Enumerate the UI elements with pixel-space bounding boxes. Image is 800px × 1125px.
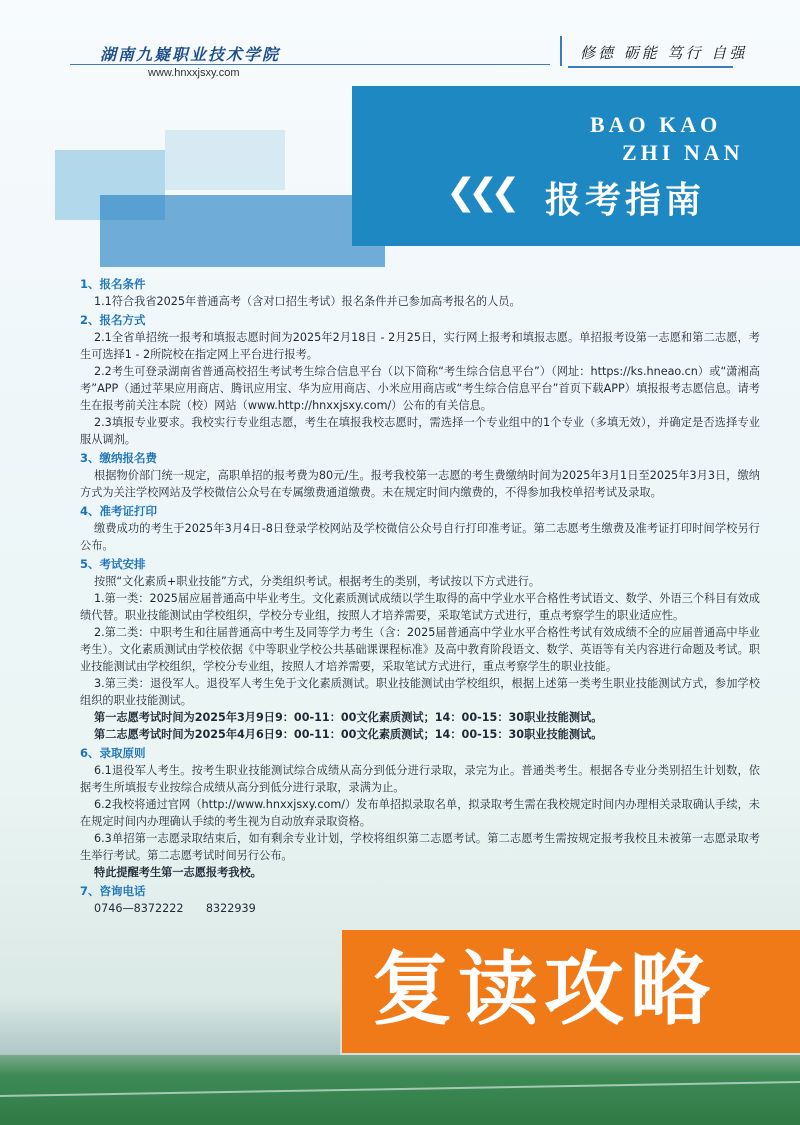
chevrons-icon: ❮❮❮ bbox=[446, 172, 513, 213]
paragraph: 2.第二类：中职考生和往届普通高中考生及同等学力考生（含：2025届普通高中学业水平合格性考试有效成绩不全的应届普通高中毕业考生）。文化素质测试由学校依据《中等职业学校公共基础课课程标准》及高中教育阶段语文、数学、英语等有关内容进行命题及考试。职业技能测试由学校组织，学校分专业组，按照人才培养需要，采取笔试方式进行，重点考察学生的职业技能。 bbox=[80, 626, 760, 673]
guide-content bbox=[80, 274, 760, 917]
page-title: 报考指南 bbox=[545, 180, 706, 221]
section-contact bbox=[80, 883, 760, 917]
section-exam bbox=[80, 556, 760, 743]
overlay-label: 复读攻略 bbox=[372, 943, 716, 1036]
section-title: 2、报名方式 bbox=[80, 313, 146, 327]
section-admission bbox=[80, 745, 760, 881]
paragraph: 1.第一类：2025届应届普通高中毕业考生。文化素质测试成绩以学生取得的高中学业水平合格性考试语文、数学、外语三个科目有效成绩代替。职业技能测试由学校组织，学校分专业组，按照人才培养需要，采取笔试方式进行，重点考察学生的职业适应性。 bbox=[80, 592, 760, 622]
header-school-name: 湖南九嶷职业技术学院 bbox=[100, 45, 281, 64]
section-title: 5、考试安排 bbox=[80, 557, 146, 571]
section-title: 6、录取原则 bbox=[80, 746, 146, 760]
header-url[interactable]: www.hnxxjsxy.com bbox=[148, 67, 240, 79]
exam-time-second: 第二志愿考试时间为2025年4月6日9：00-11：00文化素质测试；14：00-15：30职业技能测试。 bbox=[94, 728, 603, 741]
section-title: 3、缴纳报名费 bbox=[80, 451, 158, 465]
paragraph: 2.2考生可登录湖南省普通高校招生考试考生综合信息平台（以下简称“考生综合信息平台”）（网址：https://ks.hneao.cn）或“潇湘高考”APP（通过苹果应用商店、腾讯应用宝、华为应用商店、小米应用商店或“考生综合信息平台”首页下载APP）填报报考志愿信息。请考生在报考前关注本院（校）网站（www.http://hnxxjsxy.com/）公布的有关信息。 bbox=[80, 365, 760, 412]
paragraph: 缴费成功的考生于2025年3月4日-8日登录学校网站及学校微信公众号自行打印准考证。第二志愿考生缴费及准考证打印时间学校另行公布。 bbox=[80, 522, 760, 552]
repeat-study-banner[interactable] bbox=[342, 930, 800, 1053]
header-rule bbox=[70, 64, 550, 65]
paragraph: 3.第三类：退役军人。退役军人考生免于文化素质测试。职业技能测试由学校组织，根据上述第一类考生职业技能测试方式，参加学校组织的职业技能测试。 bbox=[80, 677, 760, 707]
header-motto: 修德 砺能 笃行 自强 bbox=[580, 44, 748, 62]
paragraph: 6.1退役军人考生。按考生职业技能测试综合成绩从高分到低分进行录取，录完为止。普通类考生。根据各专业分类别招生计划数，依据考生所填报专业按综合成绩从高分到低分进行录取，录满为止。 bbox=[80, 764, 760, 794]
banner-pinyin-2: ZHI NAN bbox=[622, 140, 744, 165]
reminder: 特此提醒考生第一志愿报考我校。 bbox=[94, 866, 262, 879]
background-trees bbox=[0, 1000, 340, 1055]
paragraph: 根据物价部门统一规定，高职单招的报考费为80元/生。报考我校第一志愿的考生费缴纳时间为2025年3月1日至2025年3月3日，缴纳方式为关注学校网站及学校微信公众号在专属缴费通道缴费。未在规定时间内缴费的，不得参加我校单招考试及录取。 bbox=[80, 469, 760, 499]
paragraph: 6.3单招第一志愿录取结束后，如有剩余专业计划，学校将组织第二志愿考试。第二志愿考生需按规定报考我校且未被第一志愿录取考生举行考试。第二志愿考试时间另行公布。 bbox=[80, 832, 760, 862]
decor-block bbox=[165, 130, 285, 190]
phone-numbers: 0746—8372222 8322939 bbox=[94, 902, 256, 915]
section-method bbox=[80, 312, 760, 448]
header-rule-right bbox=[568, 66, 733, 68]
header-separator bbox=[560, 36, 562, 66]
section-title: 4、准考证打印 bbox=[80, 504, 158, 518]
exam-time-first: 第一志愿考试时间为2025年3月9日9：00-11：00文化素质测试；14：00-15：30职业技能测试。 bbox=[94, 711, 603, 724]
decor-block bbox=[100, 195, 385, 267]
paragraph: 6.2我校将通过官网（http://www.hnxxjsxy.com/）发布单招拟录取名单，拟录取考生需在我校规定时间内办理相关录取确认手续，未在规定时间内办理确认手续的考生视为自动放弃录取资格。 bbox=[80, 798, 760, 828]
background-field bbox=[0, 1055, 800, 1125]
paragraph: 按照“文化素质+职业技能”方式，分类组织考试。根据考生的类别，考试按以下方式进行。 bbox=[94, 575, 541, 588]
banner-pinyin-1: BAO KAO bbox=[590, 112, 722, 137]
section-conditions bbox=[80, 276, 760, 310]
section-admission-ticket bbox=[80, 503, 760, 554]
paragraph: 2.3填报专业要求。我校实行专业组志愿，考生在填报我校志愿时，需选择一个专业组中的1个专业（多填无效），并确定是否选择专业服从调剂。 bbox=[80, 416, 760, 446]
paragraph: 2.1全省单招统一报考和填报志愿时间为2025年2月18日 - 2月25日，实行网上报考和填报志愿。单招报考设第一志愿和第二志愿，考生可选择1 - 2所院校在指定网上平台进行报考。 bbox=[80, 331, 760, 361]
paragraph: 1.1符合我省2025年普通高考（含对口招生考试）报名条件并已参加高考报名的人员。 bbox=[94, 295, 521, 308]
section-title: 1、报名条件 bbox=[80, 277, 146, 291]
section-fee bbox=[80, 450, 760, 501]
section-title: 7、咨询电话 bbox=[80, 884, 146, 898]
